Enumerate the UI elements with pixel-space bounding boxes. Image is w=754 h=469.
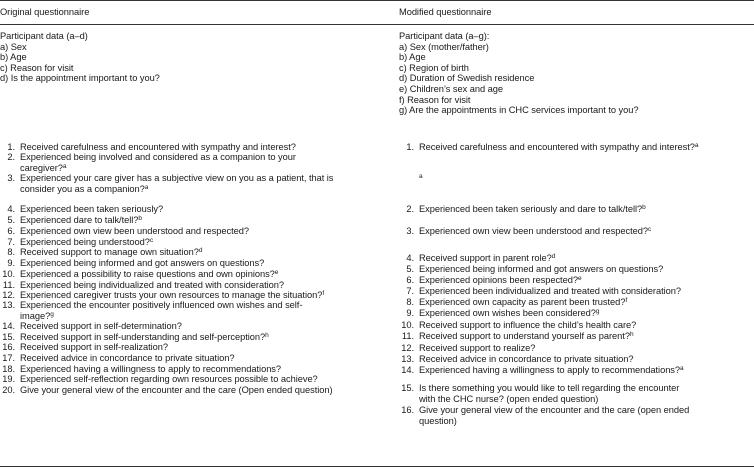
question-line: Experienced a possibility to raise questions and own opinions?$^e$: [20, 269, 279, 279]
original-participant-data: [0, 31, 394, 84]
question-number: 4.: [406, 253, 414, 263]
question-line: Experienced having a willingness to apply to recommendations?$^a$: [419, 365, 684, 375]
question-number: 8.: [406, 297, 414, 307]
question-number: 10.: [401, 320, 414, 330]
question-line: Experienced own capacity as parent been trusted?$^f$: [419, 297, 628, 307]
question-line: Received carefulness and encountered with sympathy and interest?$^a$: [419, 142, 699, 152]
question-text: [414, 354, 633, 365]
footnote-marker: f: [322, 290, 325, 297]
question-item: [0, 152, 296, 173]
question-item: [0, 300, 302, 321]
question-text: [414, 343, 535, 354]
question-line: Received support in parent role?$^d$: [419, 253, 556, 263]
footnote-marker: b: [138, 215, 142, 222]
question-number: 7.: [7, 237, 15, 247]
participant-title: Participant data (a–d): [0, 31, 88, 41]
footnote-marker: a: [62, 162, 67, 170]
footnote-marker: d: [198, 247, 203, 254]
question-text: [15, 385, 333, 396]
question-number: 3.: [406, 226, 414, 236]
question-item: [399, 383, 679, 404]
question-number: 2.: [406, 204, 414, 214]
question-line: Experienced own view been understood and respected?$^c$: [419, 226, 652, 236]
question-item: [0, 364, 281, 375]
participant-item: a) Sex (mother/father): [399, 41, 489, 52]
question-item: [399, 354, 633, 365]
footnote-marker: h: [629, 331, 634, 338]
question-line: Received advice in concordance to private situation?: [419, 354, 634, 364]
question-line: Received support to influence the child’s health care?: [419, 320, 637, 330]
question-line: Experienced been taken seriously?: [20, 204, 164, 214]
footnote-marker: a: [680, 365, 684, 372]
question-text: [15, 280, 284, 291]
question-number: 14.: [2, 321, 15, 331]
question-item: [399, 331, 634, 342]
question-text: [15, 321, 182, 332]
question-number: 6.: [7, 226, 15, 236]
participant-item: g) Are the appointments in CHC services important to you?: [399, 105, 639, 116]
question-line: caregiver?$^a$: [20, 162, 67, 173]
question-text: [414, 173, 423, 184]
question-number: 13.: [2, 300, 15, 310]
question-text: [414, 286, 681, 297]
question-text: [414, 204, 646, 215]
question-item: [0, 142, 296, 153]
question-line: Experienced being informed and got answers on questions?: [419, 264, 664, 274]
question-number: 13.: [401, 354, 414, 364]
participant-title: Participant data (a–g):: [399, 31, 490, 41]
question-line: Experienced been individualized and treated with consideration?: [419, 286, 681, 296]
modified-header: Modified questionnaire: [399, 7, 492, 17]
footnote-marker: g: [50, 310, 54, 318]
question-line: Experienced own view been understood and respected?: [20, 226, 249, 236]
question-text: [414, 308, 599, 319]
question-number: 1.: [7, 142, 15, 152]
question-text: [15, 290, 324, 301]
footnote-marker: e: [577, 275, 582, 282]
question-text: [414, 297, 627, 308]
question-line: Experienced caregiver trusts your own resources to manage the situation?$^f$: [20, 290, 325, 300]
question-line: with the CHC nurse? (open ended question): [419, 393, 599, 404]
question-line: Received support in self-understanding and self-perception?$^h$: [20, 332, 269, 342]
modified-participant-data: [399, 31, 754, 116]
question-item: [0, 342, 168, 353]
question-number: 10.: [2, 269, 15, 279]
question-line: Experienced being informed and got answers on questions?: [20, 258, 265, 268]
footnote-marker: e: [274, 269, 279, 276]
question-item: [0, 290, 324, 301]
question-line: [419, 173, 423, 184]
question-number: 3.: [7, 173, 15, 183]
question-text: [15, 300, 302, 321]
question-number: 9.: [7, 258, 15, 268]
question-number: [399, 173, 414, 184]
participant-item: e) Children’s sex and age: [399, 83, 504, 94]
question-item: [0, 204, 163, 215]
footnote-marker: d: [551, 253, 556, 260]
question-number: 15.: [401, 383, 414, 393]
question-line: image?$^g$: [20, 310, 54, 321]
question-line: Experienced dare to talk/tell?$^b$: [20, 215, 142, 225]
question-text: [15, 332, 269, 343]
question-line: Give your general view of the encounter and the care (open ended: [419, 405, 690, 415]
question-item: [0, 226, 249, 237]
question-text: [15, 247, 202, 258]
participant-item: c) Region of birth: [399, 62, 469, 73]
bottom-rule: [0, 466, 754, 467]
question-number: 7.: [406, 286, 414, 296]
question-text: [414, 405, 689, 426]
question-item: [399, 226, 651, 237]
question-item: [0, 173, 333, 194]
question-text: [15, 364, 281, 375]
question-text: [15, 152, 296, 173]
participant-item: d) Duration of Swedish residence: [399, 73, 535, 84]
question-item: [399, 405, 689, 426]
question-item: [0, 385, 333, 396]
question-line: Received support to understand yourself as parent?$^h$: [419, 331, 634, 341]
question-line: Received carefulness and encountered with sympathy and interest?: [20, 142, 296, 152]
question-line: Received support in self-determination?: [20, 321, 182, 331]
original-header: Original questionnaire: [0, 7, 90, 17]
participant-item: b) Age: [0, 52, 27, 63]
question-text: [414, 320, 636, 331]
header-rule: [0, 24, 754, 25]
question-item: [0, 374, 318, 385]
question-number: 2.: [7, 152, 15, 162]
question-text: [414, 275, 582, 286]
question-item: [399, 204, 646, 215]
question-item: [0, 258, 264, 269]
question-number: 6.: [406, 275, 414, 285]
question-item: [0, 215, 142, 226]
question-item: [399, 343, 535, 354]
question-number: 5.: [7, 215, 15, 225]
footnote-marker: c: [648, 226, 652, 233]
question-item: [0, 269, 278, 280]
question-text: [414, 331, 634, 342]
question-text: [414, 264, 663, 275]
participant-item: d) Is the appointment important to you?: [0, 73, 160, 84]
question-number: 5.: [406, 264, 414, 274]
question-text: [15, 173, 333, 194]
question-number: 16.: [2, 342, 15, 352]
question-item: [399, 320, 636, 331]
question-number: 14.: [401, 365, 414, 375]
question-number: 1.: [406, 142, 414, 152]
footnote-marker: b: [642, 204, 646, 211]
participant-item: f) Reason for visit: [399, 94, 471, 105]
question-line: Experienced being understood?$^c$: [20, 237, 154, 247]
question-text: [15, 237, 153, 248]
question-text: [15, 374, 318, 385]
question-item: [399, 297, 627, 308]
question-text: [414, 142, 698, 153]
question-item: [399, 264, 663, 275]
question-text: [414, 365, 684, 376]
question-item: [0, 237, 153, 248]
question-item: [0, 332, 269, 343]
question-line: Experienced been taken seriously and dare to talk/tell?$^b$: [419, 204, 646, 214]
question-line: Received support to realize?: [419, 343, 536, 353]
question-number: 12.: [2, 290, 15, 300]
question-item: [0, 353, 234, 364]
question-item: [399, 286, 681, 297]
question-number: 11.: [2, 280, 15, 290]
question-text: [15, 258, 264, 269]
question-number: 17.: [2, 353, 15, 363]
question-number: 12.: [401, 343, 414, 353]
question-line: Experienced having a willingness to apply to recommendations?: [20, 364, 282, 374]
question-item: [0, 247, 202, 258]
question-item: [399, 275, 582, 286]
question-number: 20.: [2, 385, 15, 395]
question-line: Received support to manage own situation?$^d$: [20, 247, 203, 257]
question-line: Experienced being involved and considered as a companion to your: [20, 152, 296, 162]
question-line: Experienced your care giver has a subjective view on you as a patient, that is: [20, 173, 334, 183]
question-item: [399, 365, 684, 376]
question-number: 15.: [2, 332, 15, 342]
question-item: [399, 142, 698, 153]
question-number: 11.: [401, 331, 414, 341]
question-text: [15, 142, 296, 153]
footnote-marker: f: [625, 297, 628, 304]
question-line: Experienced being individualized and treated with consideration?: [20, 280, 285, 290]
question-text: [15, 269, 278, 280]
question-text: [15, 204, 163, 215]
question-line: Received advice in concordance to private situation?: [20, 353, 235, 363]
question-line: Is there something you would like to tell regarding the encounter: [419, 383, 680, 393]
question-number: 19.: [2, 374, 15, 384]
question-number: 16.: [401, 405, 414, 415]
question-text: [15, 342, 168, 353]
question-number: 8.: [7, 247, 15, 257]
question-line: Give your general view of the encounter and the care (Open ended question): [20, 385, 333, 395]
question-line: Experienced own wishes been considered?$^g$: [419, 308, 600, 318]
question-item: [399, 253, 555, 264]
question-line: consider you as a companion?$^a$: [20, 183, 149, 194]
question-item: [0, 321, 182, 332]
participant-item: b) Age: [399, 52, 426, 63]
question-line: question): [419, 415, 457, 426]
question-number: 9.: [406, 308, 414, 318]
footnote-marker: a: [144, 183, 149, 191]
question-text: [414, 226, 651, 237]
top-rule: [0, 0, 754, 1]
footnote-marker: a: [694, 142, 699, 149]
question-item: [399, 173, 423, 184]
participant-item: a) Sex: [0, 41, 27, 52]
question-text: [15, 215, 142, 226]
participant-item: c) Reason for visit: [0, 62, 74, 73]
footnote-marker: a: [419, 173, 423, 180]
question-text: [15, 353, 234, 364]
question-line: Experienced opinions been respected?$^e$: [419, 275, 582, 285]
question-line: Experienced self-reflection regarding own resources possible to achieve?: [20, 374, 318, 384]
question-text: [414, 383, 679, 404]
question-line: Received support in self-realization?: [20, 342, 169, 352]
question-text: [15, 226, 249, 237]
question-number: 18.: [2, 364, 15, 374]
footnote-marker: g: [595, 308, 600, 315]
question-line: Experienced the encounter positively influenced own wishes and self-: [20, 300, 303, 310]
question-text: [414, 253, 555, 264]
question-item: [399, 308, 599, 319]
question-number: 4.: [7, 204, 15, 214]
question-item: [0, 280, 284, 291]
footnote-marker: c: [149, 237, 154, 244]
footnote-marker: h: [265, 332, 269, 339]
